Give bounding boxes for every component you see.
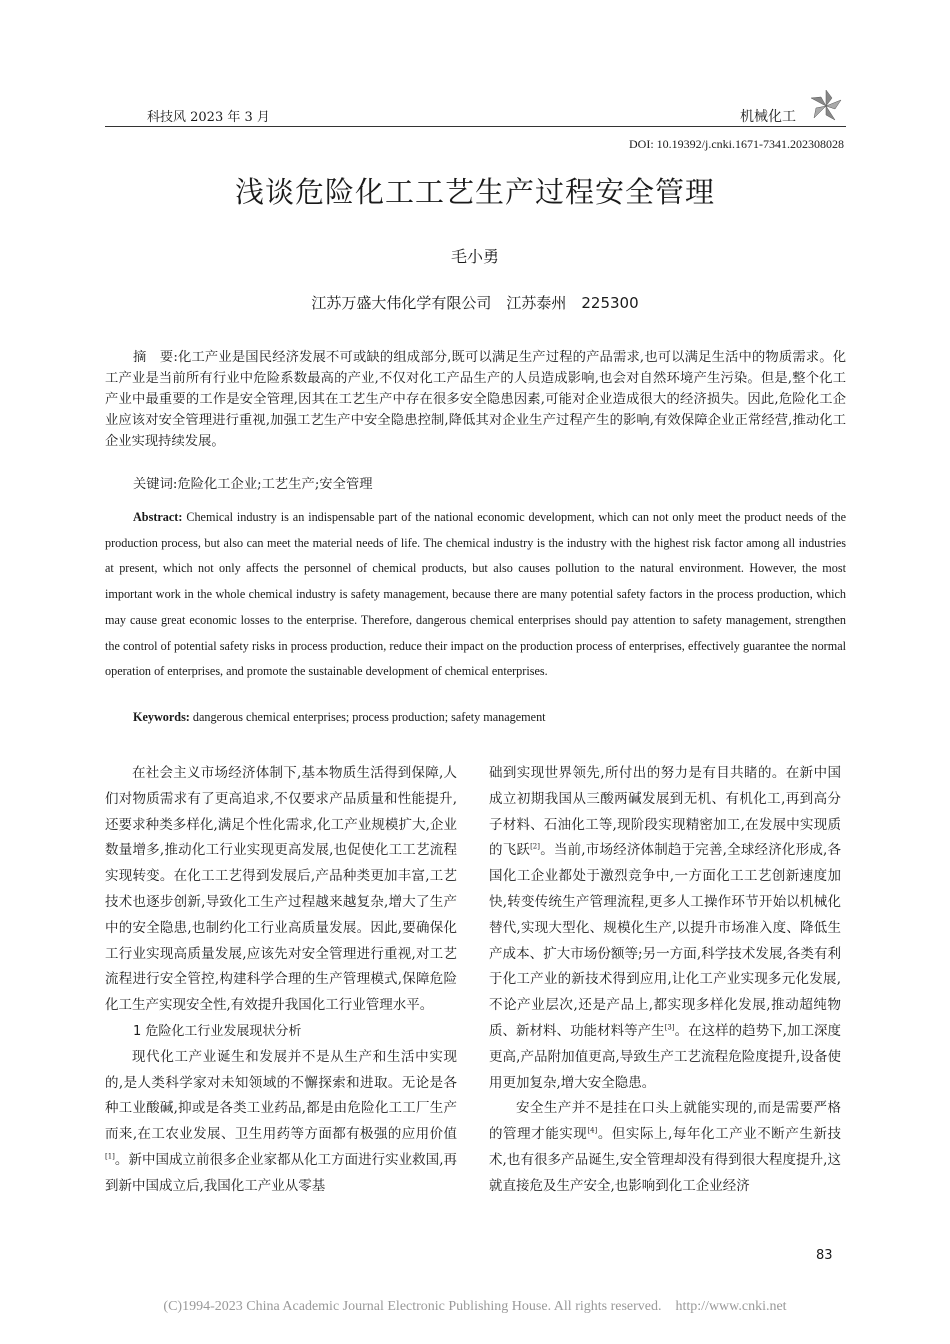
keywords-en-text: dangerous chemical enterprises; process production; safety management bbox=[192, 710, 546, 724]
body-column-left bbox=[105, 761, 457, 1200]
citation-ref: [3] bbox=[664, 1023, 675, 1032]
article-title: 浅谈危险化工工艺生产过程安全管理 bbox=[234, 175, 715, 209]
paragraph-text: 。新中国成立前很多企业家都从化工方面进行实业救国,再到新中国成立后,我国化工产业从零基 bbox=[105, 1151, 457, 1194]
keywords-en-label: Keywords: bbox=[133, 710, 190, 724]
author: 毛小勇 bbox=[450, 247, 499, 266]
abstract-en-text: Chemical industry is an indispensable part of the national economic development, which can not only meet the product needs of the production process, but also can meet the material needs of life. The chemical industry is the industry with the highest risk factor among all industries at present, which not only affects the personnel of chemical products, but also causes pollution to the natural environment. However, the most important work in the whole chemical industry is safety management, because there are many potential safety factors in the process production, which may cause great economic losses to the enterprise. Therefore, dangerous chemical enterprises should pay attention to safety management, strengthen the control of potential safety risks in process production, reduce their impact on the production process of enterprises, effectively guarantee the normal operation of enterprises, and promote the sustainable development of chemical enterprises. bbox=[105, 510, 847, 679]
section-name: 机械化工 bbox=[740, 109, 796, 125]
keywords-en bbox=[133, 710, 546, 725]
abstract-en-label: Abstract: bbox=[133, 510, 183, 524]
body-paragraph bbox=[105, 1045, 457, 1200]
paragraph-text: 础到实现世界领先,所付出的努力是有目共睹的。在新中国成立初期我国从三酸两碱发展到无机、有机化工,再到高分子材料、石油化工等,现阶段实现精密加工,在发展中实现质的飞跃 bbox=[489, 765, 841, 859]
citation-ref: [2] bbox=[530, 842, 540, 851]
citation-ref: [1] bbox=[105, 1152, 115, 1161]
body-column-right bbox=[489, 761, 841, 1200]
journal-issue: 科技风 2023 年 3 月 bbox=[147, 110, 270, 125]
paragraph-text: 安全生产并不是挂在口头上就能实现的,而是需要严格的管理才能实现 bbox=[489, 1100, 841, 1143]
doi: DOI: 10.19392/j.cnki.1671-7341.202308028 bbox=[629, 137, 844, 151]
body-paragraph: 在社会主义市场经济体制下,基本物质生活得到保障,人们对物质需求有了更高追求,不仅要求产品质量和性能提升,还要求种类多样化,满足个性化需求,化工产业规模扩大,企业数量增多,推动化工行业实现更高发展,也促使化工工艺流程实现转变。在化工工艺得到发展后,产品种类更加丰富,工艺技术也逐步创新,导致化工生产过程越来越复杂,增大了生产中的安全隐患,也制约化工行业高质量发展。因此,要确保化工行业实现高质量发展,应该先对安全管理进行重视,对工艺流程进行安全管控,构建科学合理的生产管理模式,保障危险化工生产实现安全性,有效提升我国化工行业管理水平。 bbox=[105, 765, 457, 1014]
keywords-cn bbox=[133, 473, 373, 492]
copyright-footer: (C)1994-2023 China Academic Journal Electronic Publishing House. All rights reserved. http://www.cnki.net bbox=[163, 1299, 787, 1314]
header-rule bbox=[105, 126, 846, 127]
body-paragraph bbox=[489, 761, 841, 1096]
body-paragraph bbox=[489, 1096, 841, 1199]
affiliation: 江苏万盛大伟化学有限公司 江苏泰州 225300 bbox=[311, 294, 639, 312]
abstract-en bbox=[105, 505, 846, 685]
pinwheel-logo-icon bbox=[808, 88, 844, 124]
keywords-cn-label: 关键词: bbox=[133, 477, 178, 492]
abstract-cn bbox=[105, 347, 846, 452]
section-heading: 1 危险化工行业发展现状分析 bbox=[133, 1023, 302, 1039]
abstract-cn-text: 化工产业是国民经济发展不可或缺的组成部分,既可以满足生产过程的产品需求,也可以满足生活中的物质需求。化工产业是当前所有行业中危险系数最高的产业,不仅对化工产品生产的人员造成影响,也会对自然环境产生污染。但是,整个化工产业中最重要的工作是安全管理,因其在工艺生产中存在很多安全隐患因素,可能对企业造成很大的经济损失。因此,危险化工企业应该对安全管理进行重视,加强工艺生产中安全隐患控制,降低其对企业生产过程产生的影响,有效保障企业正常经营,推动化工企业实现持续发展。 bbox=[105, 350, 847, 449]
citation-ref: [4] bbox=[587, 1126, 598, 1135]
keywords-cn-text: 危险化工企业;工艺生产;安全管理 bbox=[177, 477, 373, 492]
paragraph-text: 。当前,市场经济体制趋于完善,全球经济化形成,各国化工企业都处于激烈竞争中,一方面化工工艺创新速度加快,转变传统生产管理流程,更多人工操作环节开始以机械化替代,实现大型化、规模化生产,以提升市场准入度、降低生产成本、扩大市场份额等;另一方面,科学技术发展,各类有利于化工产业的新技术得到应用,让化工产业实现多元化发展,不论产业层次,还是产品上,都实现多样化发展,推动超纯物质、新材料、功能材料等产生 bbox=[489, 842, 841, 1039]
paragraph-text: 。在这样的趋势下,加工深度更高,产品附加值更高,导致生产工艺流程危险度提升,设备使用更加复杂,增大安全隐患。 bbox=[489, 1022, 841, 1091]
paragraph-text: 。但实际上,每年化工产业不断产生新技术,也有很多产品诞生,安全管理却没有得到很大程度提升,这就直接危及生产安全,也影响到化工企业经济 bbox=[489, 1126, 841, 1194]
page-number: 83 bbox=[816, 1248, 833, 1263]
paragraph-text: 现代化工产业诞生和发展并不是从生产和生活中实现的,是人类科学家对未知领域的不懈探索和进取。无论是各种工业酸碱,抑或是各类工业药品,都是由危险化工工厂生产而来,在工农业发展、卫生用药等方面都有极强的应用价值 bbox=[105, 1048, 457, 1143]
abstract-cn-label: 摘 要: bbox=[133, 350, 178, 365]
